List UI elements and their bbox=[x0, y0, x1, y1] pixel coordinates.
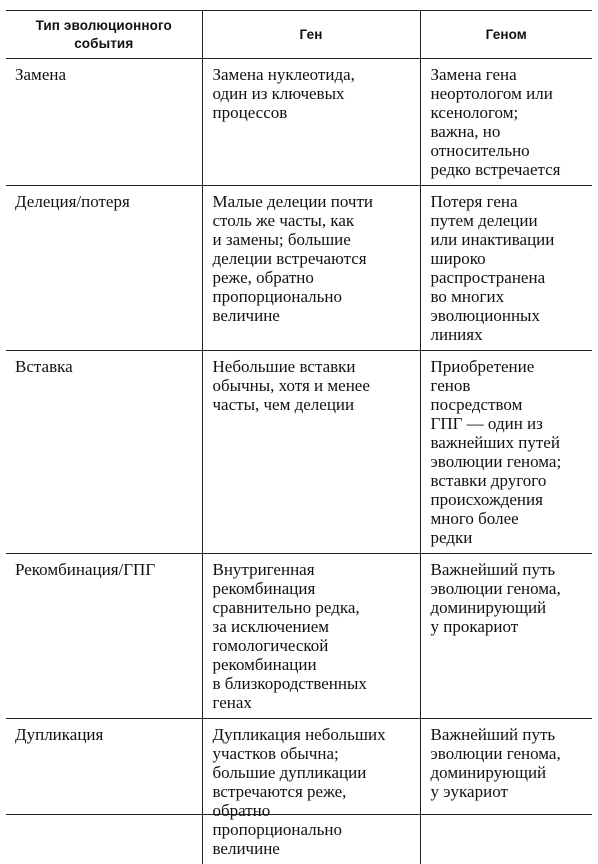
gene-text: Небольшие вставки обычны, хотя и менее часты, чем делеции bbox=[213, 357, 416, 414]
header-genome-label: Геном bbox=[421, 26, 593, 44]
cell-event bbox=[6, 351, 202, 554]
cell-gene bbox=[202, 719, 420, 864]
cell-genome bbox=[420, 719, 592, 864]
cell-event bbox=[6, 186, 202, 351]
gene-text: Внутригенная рекомбинация сравнительно редка, за исключением гомологической рекомбинации в близкородственных генах bbox=[213, 560, 416, 712]
table-row-insertion bbox=[6, 351, 592, 554]
event-label: Делеция/потеря bbox=[15, 192, 198, 211]
header-event-type-label: Тип эволюционного события bbox=[6, 17, 202, 53]
table-header bbox=[6, 11, 592, 59]
cell-gene bbox=[202, 186, 420, 351]
cell-gene bbox=[202, 554, 420, 719]
gene-text: Малые делеции почти столь же часты, как и замены; большие делеции встречаются реже, обратно пропорционально величине bbox=[213, 192, 416, 325]
header-gene-label: Ген bbox=[203, 26, 420, 44]
cell-genome bbox=[420, 59, 592, 186]
genome-text: Важнейший путь эволюции генома, доминирующий у эукариот bbox=[431, 725, 589, 801]
table-row-substitution bbox=[6, 59, 592, 186]
header-genome bbox=[420, 11, 592, 59]
table-row-recombination bbox=[6, 554, 592, 719]
header-gene bbox=[202, 11, 420, 59]
gene-text: Дупликация небольших участков обычна; большие дупликации встречаются реже, обратно пропорционально величине bbox=[213, 725, 416, 858]
cell-gene bbox=[202, 351, 420, 554]
cell-genome bbox=[420, 351, 592, 554]
cell-event bbox=[6, 719, 202, 864]
cell-event bbox=[6, 554, 202, 719]
cell-genome bbox=[420, 186, 592, 351]
genome-text: Потеря гена путем делеции или инактивации широко распространена во многих эволюционных линиях bbox=[431, 192, 589, 344]
table-body bbox=[6, 59, 592, 864]
header-event-type bbox=[6, 11, 202, 59]
genome-text: Приобретение генов посредством ГПГ — один из важнейших путей эволюции генома; вставки другого происхождения много более редки bbox=[431, 357, 589, 547]
cell-gene bbox=[202, 59, 420, 186]
event-label: Рекомбинация/ГПГ bbox=[15, 560, 198, 579]
cell-genome bbox=[420, 554, 592, 719]
header-row bbox=[6, 11, 592, 59]
table-row-duplication bbox=[6, 719, 592, 864]
genome-text: Важнейший путь эволюции генома, доминирующий у прокариот bbox=[431, 560, 589, 636]
event-label: Дупликация bbox=[15, 725, 198, 744]
cell-event bbox=[6, 59, 202, 186]
evolution-events-table bbox=[6, 11, 592, 864]
gene-text: Замена нуклеотида, один из ключевых процессов bbox=[213, 65, 416, 122]
evolution-events-table-container bbox=[6, 10, 592, 815]
table-row-deletion bbox=[6, 186, 592, 351]
genome-text: Замена гена неортологом или ксенологом; важна, но относительно редко встречается bbox=[431, 65, 589, 179]
event-label: Вставка bbox=[15, 357, 198, 376]
event-label: Замена bbox=[15, 65, 198, 84]
